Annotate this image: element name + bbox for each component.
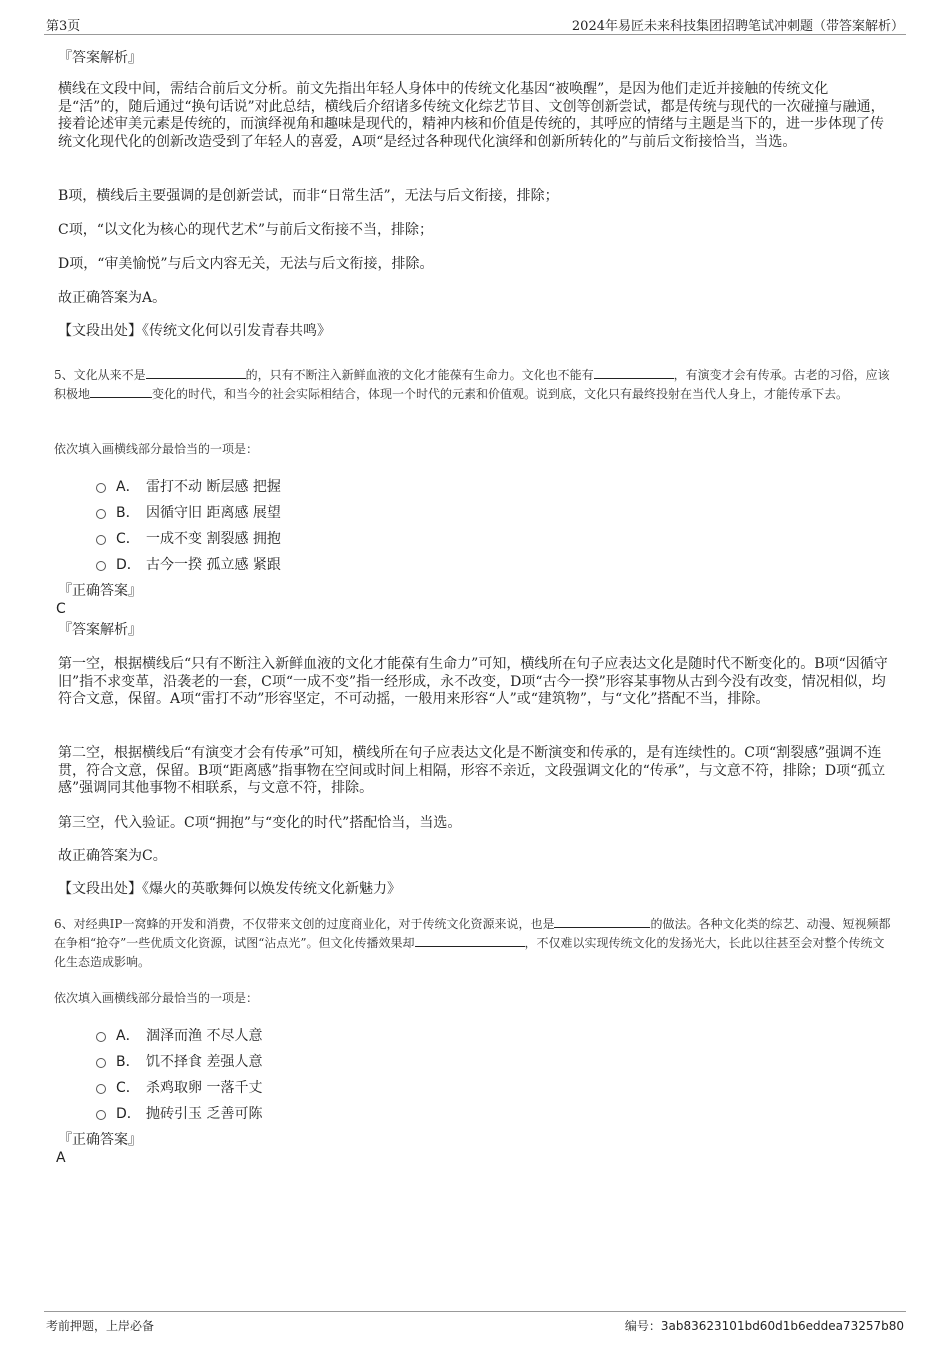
radio-icon[interactable] (96, 509, 106, 519)
option-letter: B． (116, 505, 140, 521)
question-5-prompt: 依次填入画横线部分最恰当的一项是： (54, 442, 259, 456)
blank-2 (594, 367, 674, 379)
question-6-text: 的做法。各种文化类的综艺、动漫、短视频都在争相“抢夺”一些优质文化资源，试图“沾点光”。但文化传播效果却 (54, 917, 891, 950)
option-letter: A． (116, 479, 140, 495)
q5-option-d[interactable] (96, 554, 281, 574)
q5-option-c[interactable] (96, 528, 281, 548)
question-6-number: 6、 (54, 917, 74, 931)
option-text: 饥不择食 差强人意 (146, 1054, 263, 1070)
q4-analysis-label: 『答案解析』 (58, 50, 142, 66)
q6-option-d[interactable] (96, 1103, 262, 1123)
q5-analysis-p1: 第一空，根据横线后“只有不断注入新鲜血液的文化才能葆有生命力”可知，横线所在句子应表达文化是随时代不断变化的。B项“因循守旧”指不求变革，沿袭老的一套，C项“一成不变”指一经形成，永不改变，D项“古今一揆”形容某事物从古到今没有改变，情况相似，均符合文意，保留。A项“雷打不动”形容坚定，不可动摇，一般用来形容“人”或“建筑物”，与“文化”搭配不当，排除。 (58, 656, 888, 707)
blank-1 (146, 367, 246, 379)
question-5-text: 变化的时代，和当今的社会实际相结合，体现一个时代的元素和价值观。说到底，文化只有最终投射在当代人身上，才能传承下去。 (152, 387, 849, 401)
blank-1 (554, 916, 650, 928)
option-letter: B． (116, 1054, 140, 1070)
radio-icon[interactable] (96, 1032, 106, 1042)
question-5-stem (54, 366, 896, 404)
q6-answer: A (56, 1150, 66, 1166)
option-text: 雷打不动 断层感 把握 (146, 479, 281, 495)
radio-icon[interactable] (96, 483, 106, 493)
radio-icon[interactable] (96, 535, 106, 545)
q4-analysis-p1: 横线在文段中间，需结合前后文分析。前文先指出年轻人身体中的传统文化基因“被唤醒”，是因为他们走近并接触的传统文化是“活”的，随后通过“换句话说”对此总结，横线后介绍诸多传统文化综艺节目、文创等创新尝试，都是传统与现代的一次碰撞与融通，接着论述审美元素是传统的，而演绎视角和趣味是现代的，精神内核和价值是传统的，其呼应的情绪与主题是当下的，进一步体现了传统文化现代化的创新改造受到了年轻人的喜爱，A项“是经过各种现代化演绎和创新所转化的”与前后文衔接恰当，当选。 (58, 81, 885, 150)
question-5-text: 文化从来不是 (73, 368, 146, 382)
question-5-number: 5、 (54, 368, 74, 382)
q5-answer-label: 『正确答案』 (58, 583, 142, 599)
option-letter: C． (116, 531, 140, 547)
q5-option-a[interactable] (96, 476, 281, 496)
page-footer (44, 1311, 906, 1336)
page-number: 第3页 (46, 19, 81, 34)
radio-icon[interactable] (96, 561, 106, 571)
q5-analysis-p3: 第三空，代入验证。C项“拥抱”与“变化的时代”搭配恰当，当选。 (58, 815, 462, 831)
q6-option-b[interactable] (96, 1051, 262, 1071)
q5-source: 【文段出处】《爆火的英歌舞何以焕发传统文化新魅力》 (58, 881, 401, 897)
option-text: 涸泽而渔 不尽人意 (146, 1028, 263, 1044)
option-text: 古今一揆 孤立感 紧跟 (146, 557, 281, 573)
radio-icon[interactable] (96, 1110, 106, 1120)
q6-option-c[interactable] (96, 1077, 262, 1097)
q5-analysis-p2: 第二空，根据横线后“有演变才会有传承”可知，横线所在句子应表达文化是不断演变和传承的，是有连续性的。C项“割裂感”强调不连贯，符合文意，保留。B项“距离感”指事物在空间或时间上相隔，形容不亲近，文段强调文化的“传承”，与文意不符，排除；D项“孤立感”强调同其他事物不相联系，与文意不符，排除。 (58, 745, 886, 796)
q4-analysis-conclusion: 故正确答案为A。 (58, 290, 167, 306)
radio-icon[interactable] (96, 1084, 106, 1094)
option-text: 一成不变 割裂感 拥抱 (146, 531, 281, 547)
question-6-stem (54, 915, 896, 972)
option-letter: C． (116, 1080, 140, 1096)
question-5-text: ，有演变才会有传承。古老的习俗，应该积极地 (54, 368, 890, 401)
q5-conclusion: 故正确答案为C。 (58, 848, 167, 864)
q4-analysis-p4: D项，“审美愉悦”与后文内容无关，无法与后文衔接，排除。 (58, 256, 434, 272)
page-header (44, 12, 906, 35)
option-letter: A． (116, 1028, 140, 1044)
option-letter: D． (116, 1106, 141, 1122)
q5-answer: C (56, 601, 66, 617)
document-id: 编号：3ab83623101bd60d1b6eddea73257b80 (624, 1319, 904, 1333)
q4-analysis-p2: B项，横线后主要强调的是创新尝试，而非“日常生活”，无法与后文衔接，排除； (58, 188, 559, 204)
q4-analysis-p3: C项，“以文化为核心的现代艺术”与前后文衔接不当，排除； (58, 222, 434, 238)
blank-3 (90, 386, 152, 398)
q5-analysis-label: 『答案解析』 (58, 622, 142, 638)
q5-option-b[interactable] (96, 502, 281, 522)
question-6-text: ，不仅难以实现传统文化的发扬光大，长此以往甚至会对整个传统文化生态造成影响。 (54, 936, 885, 969)
question-6-text: 对经典IP一窝蜂的开发和消费，不仅带来文创的过度商业化，对于传统文化资源来说，也是 (73, 917, 555, 931)
question-6-prompt: 依次填入画横线部分最恰当的一项是： (54, 991, 259, 1005)
q6-answer-label: 『正确答案』 (58, 1132, 142, 1148)
option-text: 因循守旧 距离感 展望 (146, 505, 281, 521)
question-5-text: 的，只有不断注入新鲜血液的文化才能葆有生命力。文化也不能有 (245, 368, 594, 382)
footer-slogan: 考前押题，上岸必备 (46, 1319, 155, 1333)
option-text: 杀鸡取卵 一落千丈 (146, 1080, 263, 1096)
option-letter: D． (116, 557, 141, 573)
blank-2 (415, 935, 525, 947)
q4-source: 【文段出处】《传统文化何以引发青春共鸣》 (58, 323, 331, 339)
option-text: 抛砖引玉 乏善可陈 (146, 1106, 263, 1122)
q6-option-a[interactable] (96, 1025, 262, 1045)
document-title: 2024年易匠未来科技集团招聘笔试冲刺题（带答案解析） (571, 19, 904, 34)
radio-icon[interactable] (96, 1058, 106, 1068)
